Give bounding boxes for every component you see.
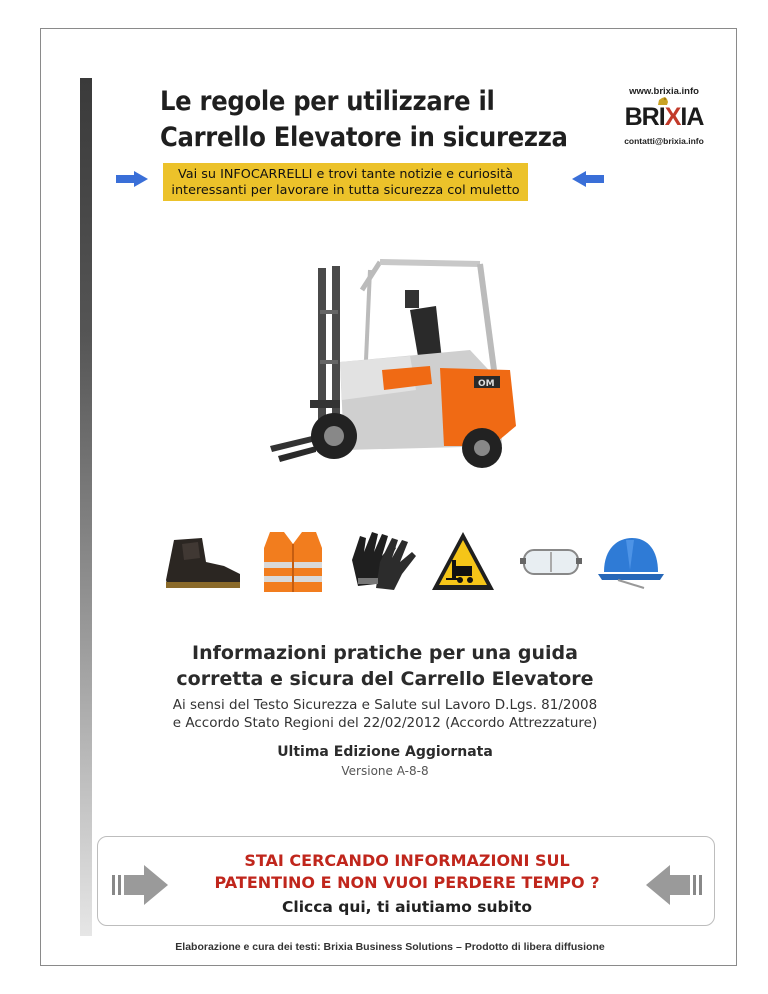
cta-line-1[interactable]: STAI CERCANDO INFORMAZIONI SUL (244, 851, 570, 870)
title-line-1: Le regole per utilizzare il (160, 86, 495, 117)
banner-line-1: Vai su INFOCARRELLI e trovi tante notizie e curiosità (178, 167, 513, 182)
safety-goggles-icon (520, 544, 582, 580)
hi-vis-vest-icon (260, 528, 326, 594)
legal-line-1: Ai sensi del Testo Sicurezza e Salute sul Lavoro D.Lgs. 81/2008 (172, 697, 598, 713)
safety-equipment-row (160, 528, 590, 596)
footer-credits: Elaborazione e cura dei testi: Brixia Business Solutions – Prodotto di libera diffusione (175, 941, 605, 953)
main-heading-line-1: Informazioni pratiche per una guida (192, 642, 578, 664)
logo-url[interactable]: www.brixia.info (629, 86, 699, 97)
logo-wordmark (622, 103, 706, 132)
hard-hat-icon (596, 534, 666, 590)
version-label: Versione A-8-8 (341, 764, 429, 778)
legal-reference (100, 696, 670, 732)
svg-text:OM: OM (478, 379, 495, 389)
arrow-left-icon (572, 171, 604, 187)
forklift-image (270, 250, 542, 480)
logo-word-a: BRI (624, 103, 665, 131)
legal-line-2: e Accordo Stato Regioni del 22/02/2012 (Accordo Attrezzature) (172, 715, 598, 731)
page-title (160, 84, 568, 156)
arrow-left-gray-icon (644, 863, 702, 907)
cta-line-2[interactable]: PATENTINO E NON VUOI PERDERE TEMPO ? (214, 873, 600, 892)
edition-label: Ultima Edizione Aggiornata (277, 744, 493, 760)
patentino-cta-box[interactable] (97, 836, 715, 926)
logo-word-b: IA (680, 103, 704, 131)
main-heading (120, 640, 650, 692)
logo-email[interactable]: contatti@brixia.info (624, 136, 704, 146)
banner-line-2: interessanti per lavorare in tutta sicurezza col muletto (171, 183, 520, 198)
forklift-warning-sign-icon (430, 530, 496, 592)
work-gloves-icon (346, 530, 420, 592)
arrow-right-gray-icon (112, 863, 170, 907)
decorative-side-bar (80, 78, 92, 936)
cta-click-here-link[interactable]: Clicca qui, ti aiutiamo subito (282, 898, 532, 916)
safety-boot-icon (162, 536, 242, 592)
brixia-logo[interactable] (612, 86, 716, 148)
arrow-right-icon (116, 171, 148, 187)
title-line-2: Carrello Elevatore in sicurezza (160, 122, 568, 153)
logo-word-x: X (664, 103, 681, 131)
main-heading-line-2: corretta e sicura del Carrello Elevatore (176, 668, 594, 690)
infocarrelli-banner[interactable] (163, 163, 528, 201)
